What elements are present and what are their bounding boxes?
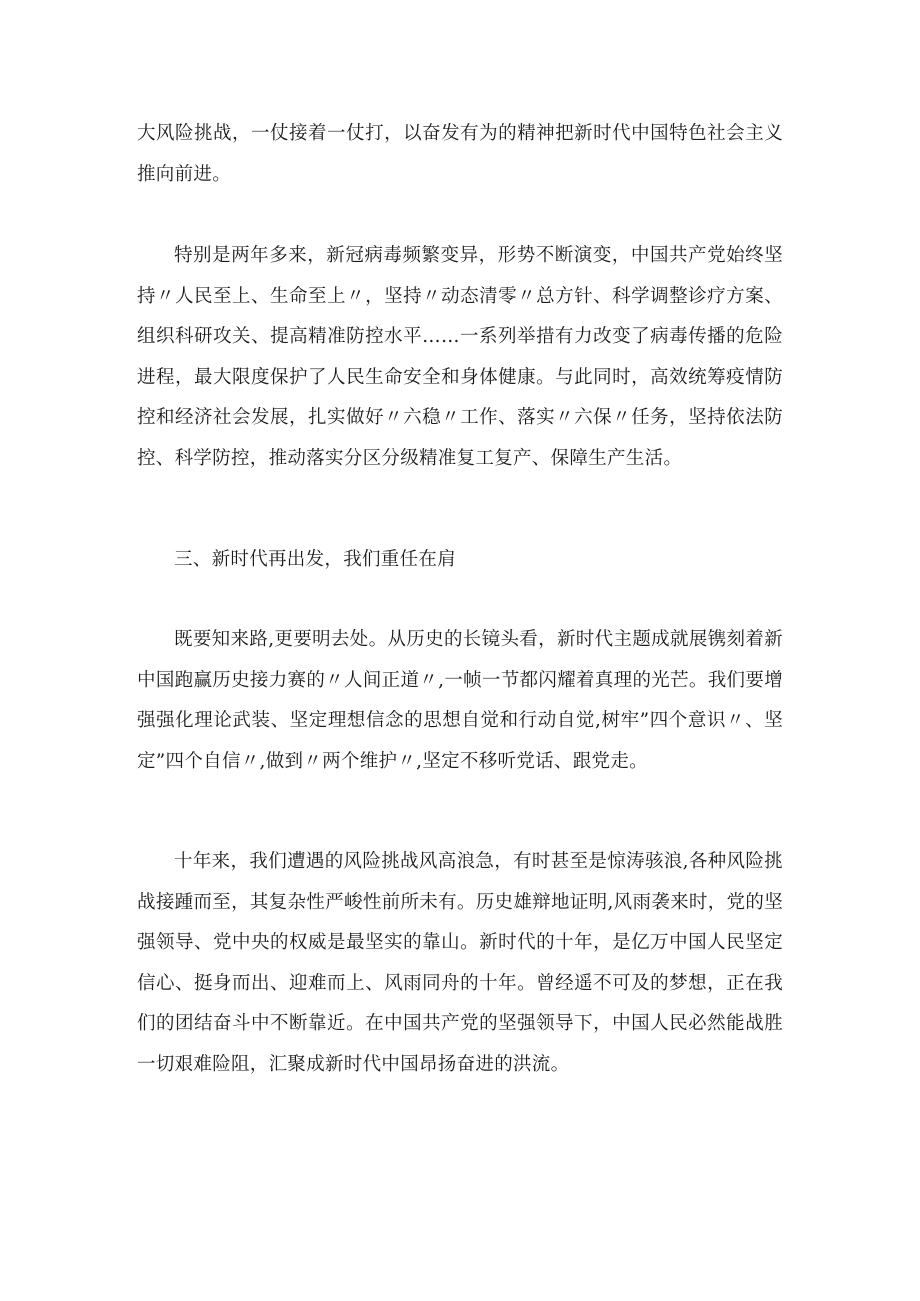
paragraph-pandemic-response: 特别是两年多来，新冠病毒频繁变异，形势不断演变，中国共产党始终坚持〃人民至上、生命至上〃，坚持〃动态清零〃总方针、科学调整诊疗方案、组织科研攻关、提高精准防控水平……一系列举措有力改变了病毒传播的危险进程，最大限度保护了人民生命安全和身体健康。与此同时，高效统筹疫情防控和经济社会发展，扎实做好〃六稳〃工作、落实〃六保〃任务，坚持依法防控、科学防控，推动落实分区分级精准复工复产、保障生产生活。 <box>137 245 783 469</box>
paragraph-new-era: 既要知来路,更要明去处。从历史的长镜头看，新时代主题成就展镌刻着新中国跑赢历史接力赛的〃人间正道〃,一帧一节都闪耀着真理的光芒。我们要增强强化理论武装、坚定理想信念的思想自觉和行动自觉,树牢”四个意识〃、坚定”四个自信〃,做到〃两个维护〃,坚定不移听党话、跟党走。 <box>137 629 783 772</box>
paragraph-ten-years: 十年来，我们遭遇的风险挑战风高浪急，有时甚至是惊涛骇浪,各种风险挑战接踵而至，其复杂性严峻性前所未有。历史雄辩地证明,风雨袭来时，党的坚强领导、党中央的权威是最坚实的靠山。新时代的十年，是亿万中国人民坚定信心、挺身而出、迎难而上、风雨同舟的十年。曾经遥不可及的梦想，正在我们的团结奋斗中不断靠近。在中国共产党的坚强领导下，中国人民必然能战胜一切艰难险阻，汇聚成新时代中国昂扬奋进的洪流。 <box>137 851 783 1075</box>
paragraph-continuation: 大风险挑战，一仗接着一仗打，以奋发有为的精神把新时代中国特色社会主义推向前进。 <box>137 123 783 185</box>
section-heading-3: 三、新时代再出发，我们重任在肩 <box>174 549 457 570</box>
